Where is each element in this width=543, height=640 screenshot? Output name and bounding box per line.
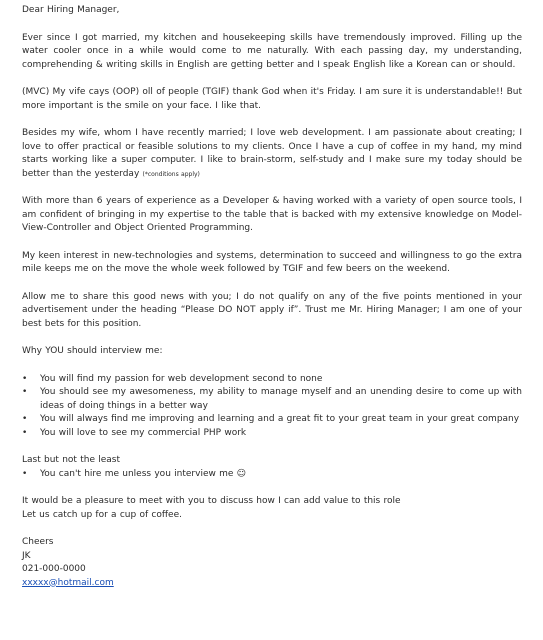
list-item-text: You will always find me improving and learning and a great fit to your great team in your great company: [40, 414, 520, 424]
bullet-icon: •: [22, 414, 28, 424]
list-item-text: You will love to see my commercial PHP work: [40, 427, 247, 438]
why-heading: Why YOU should interview me:: [22, 346, 163, 356]
signature: [22, 536, 522, 590]
greeting: Dear Hiring Manager,: [22, 5, 120, 15]
signoff: Cheers: [22, 537, 54, 547]
phone-number: 021-000-0000: [22, 564, 86, 574]
bullet-icon: •: [22, 468, 28, 479]
closing-line-2: Let us catch up for a cup of coffee.: [22, 509, 182, 520]
cover-letter: [22, 4, 522, 590]
list-item: [22, 386, 522, 413]
bullet-icon: •: [22, 373, 28, 384]
closing: [22, 495, 522, 522]
signer-name: JK: [22, 550, 31, 561]
paragraph-interest: My keen interest in new-technologies and systems, determination to succeed and willingness to go the extra mile keeps me on the move the whole week followed by TGIF and few beers on the weekend.: [22, 250, 522, 274]
bullet-icon: •: [22, 427, 28, 438]
bullet-icon: •: [22, 387, 28, 397]
closing-line-1: It would be a pleasure to meet with you to discuss how I can add value to this role: [22, 496, 401, 506]
list-item-text: You can't hire me unless you interview me ☺: [40, 468, 247, 479]
paragraph-acronyms: (MVC) My vife cays (OOP) oll of people (TGIF) thank God when it's Friday. I am sure it is understandable!! But more important is the smile on your face. I like that.: [22, 87, 522, 111]
list-item-text: You will find my passion for web development second to none: [40, 373, 323, 384]
paragraph-passion-text: Besides my wife, whom I have recently married; I love web development. I am passionate about creating; I love to offer practical or feasible solutions to my clients. Once I have a cup of coffee in my hand, my mind starts working like a super computer. I like to brain-storm, self-study and I make sure my today should be better than the yesterday: [22, 128, 522, 179]
list-item: [22, 373, 522, 387]
list-item: [22, 413, 522, 427]
list-item: [22, 427, 522, 441]
last-list: [22, 468, 522, 482]
list-item-text: You should see my awesomeness, my ability to manage myself and an unending desire to come up with ideas of doing things in a better way: [40, 387, 522, 411]
conditions-note: (*conditions apply): [142, 170, 200, 178]
list-item: [22, 468, 522, 482]
paragraph-experience: With more than 6 years of experience as a Developer & having worked with a variety of open source tools, I am confident of bringing in my expertise to the table that is backed with my extensive knowledge on Model-View-Controller and Object Oriented Programming.: [22, 196, 522, 233]
paragraph-intro: Ever since I got married, my kitchen and housekeeping skills have tremendously improved. Filling up the water cooler once in a while would come to me naturally. With each passing day, my understanding, comprehending & writing skills in English are getting better and I speak English like a Korean can or should.: [22, 32, 522, 70]
email-link[interactable]: xxxxx@hotmail.com: [22, 577, 114, 588]
reasons-list: [22, 373, 522, 441]
paragraph-qualification: Allow me to share this good news with you; I do not qualify on any of the five points mentioned in your advertisement under the heading “Please DO NOT apply if”. Trust me Mr. Hiring Manager; I am one of your best bets for this position.: [22, 291, 522, 329]
paragraph-passion: [22, 127, 522, 181]
last-heading: Last but not the least: [22, 455, 121, 465]
